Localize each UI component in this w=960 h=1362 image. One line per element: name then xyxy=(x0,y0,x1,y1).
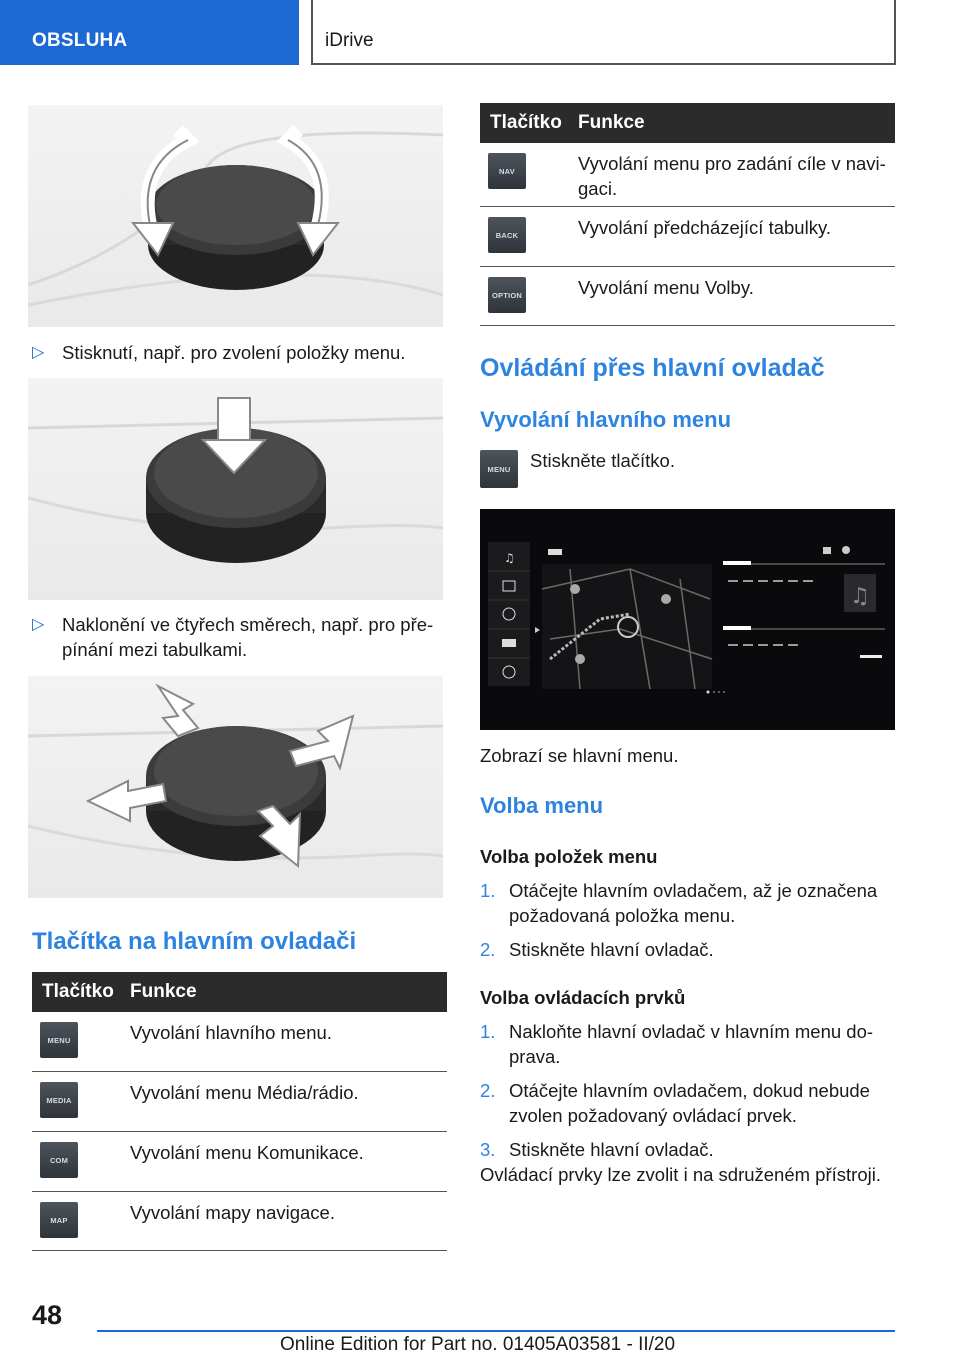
controller-rotate-illustration xyxy=(28,105,443,327)
controller-tilt-illustration xyxy=(28,676,443,898)
list-item: 1. Otáčejte hlavním ovladačem, až je označena požadovaná položka menu. xyxy=(480,880,878,926)
triangle-bullet-icon: ▷ xyxy=(32,344,45,361)
table-header xyxy=(480,103,895,143)
table-row xyxy=(480,267,895,326)
table-cell-function: Vyvolání menu pro zadání cíle v navi-gaci. xyxy=(578,153,886,199)
select-menu-subheading: Volba menu xyxy=(480,793,604,818)
list-item: 1. Nakloňte hlavní ovladač v hlavním menu do-prava. xyxy=(480,1021,874,1067)
page-number: 48 xyxy=(32,1300,63,1330)
column-header-button: Tlačítko xyxy=(42,981,114,1002)
buttons-table-left xyxy=(32,972,447,1251)
table-row xyxy=(480,143,895,207)
list-item: 2. Otáčejte hlavním ovladačem, dokud nebude zvolen požadovaný ovládací prvek. xyxy=(480,1080,870,1126)
table-cell-function: Vyvolání předcházející tabulky. xyxy=(578,217,831,238)
main-controller-heading: Ovládání přes hlavní ovladač xyxy=(480,354,825,382)
select-controls-heading: Volba ovládacích prvků xyxy=(480,987,686,1008)
list-item: 3. Stiskněte hlavní ovladač. xyxy=(480,1139,714,1160)
menu-key-icon: MENU xyxy=(480,450,518,488)
media-key-icon: MEDIA xyxy=(40,1082,78,1118)
com-key-icon: COM xyxy=(40,1142,78,1178)
table-row xyxy=(32,1012,447,1072)
controller-press-image xyxy=(28,378,443,600)
back-key-icon: BACK xyxy=(488,217,526,253)
section-tab xyxy=(0,0,299,65)
column-header-function: Funkce xyxy=(578,112,645,133)
select-items-list xyxy=(480,878,895,971)
table-cell-function: Vyvolání hlavního menu. xyxy=(130,1022,332,1043)
table-cell-function: Vyvolání menu Média/rádio. xyxy=(130,1082,359,1103)
footer-divider xyxy=(97,1330,895,1332)
call-menu-subheading: Vyvolání hlavního menu xyxy=(480,407,732,432)
table-row xyxy=(32,1132,447,1192)
controller-rotate-image xyxy=(28,105,443,327)
table-cell-function: Vyvolání menu Komunikace. xyxy=(130,1142,364,1163)
table-row xyxy=(480,207,895,267)
svg-text:♫: ♫ xyxy=(504,551,515,565)
controller-tilt-image xyxy=(28,676,443,898)
table-cell-function: Vyvolání mapy navigace. xyxy=(130,1202,335,1223)
chapter-title: iDrive xyxy=(325,30,374,51)
caption-press: ▷ Stisknutí, např. pro zvolení položky menu. xyxy=(32,342,406,363)
map-key-icon: MAP xyxy=(40,1202,78,1238)
main-menu-screen xyxy=(480,509,895,730)
chapter-tab xyxy=(311,0,896,65)
controller-press-illustration xyxy=(28,378,443,600)
table-row xyxy=(32,1072,447,1132)
buttons-heading: Tlačítka na hlavním ovladači xyxy=(32,928,357,955)
list-item: 2. Stiskněte hlavní ovladač. xyxy=(480,939,714,960)
svg-text:♫: ♫ xyxy=(850,584,870,609)
column-header-button: Tlačítko xyxy=(490,112,562,133)
edition-footer: Online Edition for Part no. 01405A03581 - II/20 xyxy=(280,1334,676,1355)
option-key-icon: OPTION xyxy=(488,277,526,313)
select-controls-list xyxy=(480,1019,895,1171)
table-cell-function: Vyvolání menu Volby. xyxy=(578,277,754,298)
menu-key-icon: MENU xyxy=(40,1022,78,1058)
column-header-function: Funkce xyxy=(130,981,197,1002)
main-menu-screenshot xyxy=(480,509,895,730)
triangle-bullet-icon: ▷ xyxy=(32,616,45,633)
main-menu-shown-text: Zobrazí se hlavní menu. xyxy=(480,745,679,766)
section-title: OBSLUHA xyxy=(32,30,128,51)
nav-key-icon: NAV xyxy=(488,153,526,189)
select-items-heading: Volba položek menu xyxy=(480,846,658,867)
table-header xyxy=(32,972,447,1012)
buttons-table-right xyxy=(480,103,895,326)
press-button-text: Stiskněte tlačítko. xyxy=(530,450,675,471)
closing-note: Ovládací prvky lze zvolit i na sdruženém přístroji. xyxy=(480,1164,881,1185)
caption-tilt: ▷ Naklonění ve čtyřech směrech, např. pro pře-pínání mezi tabulkami. xyxy=(32,614,434,660)
table-row xyxy=(32,1192,447,1251)
